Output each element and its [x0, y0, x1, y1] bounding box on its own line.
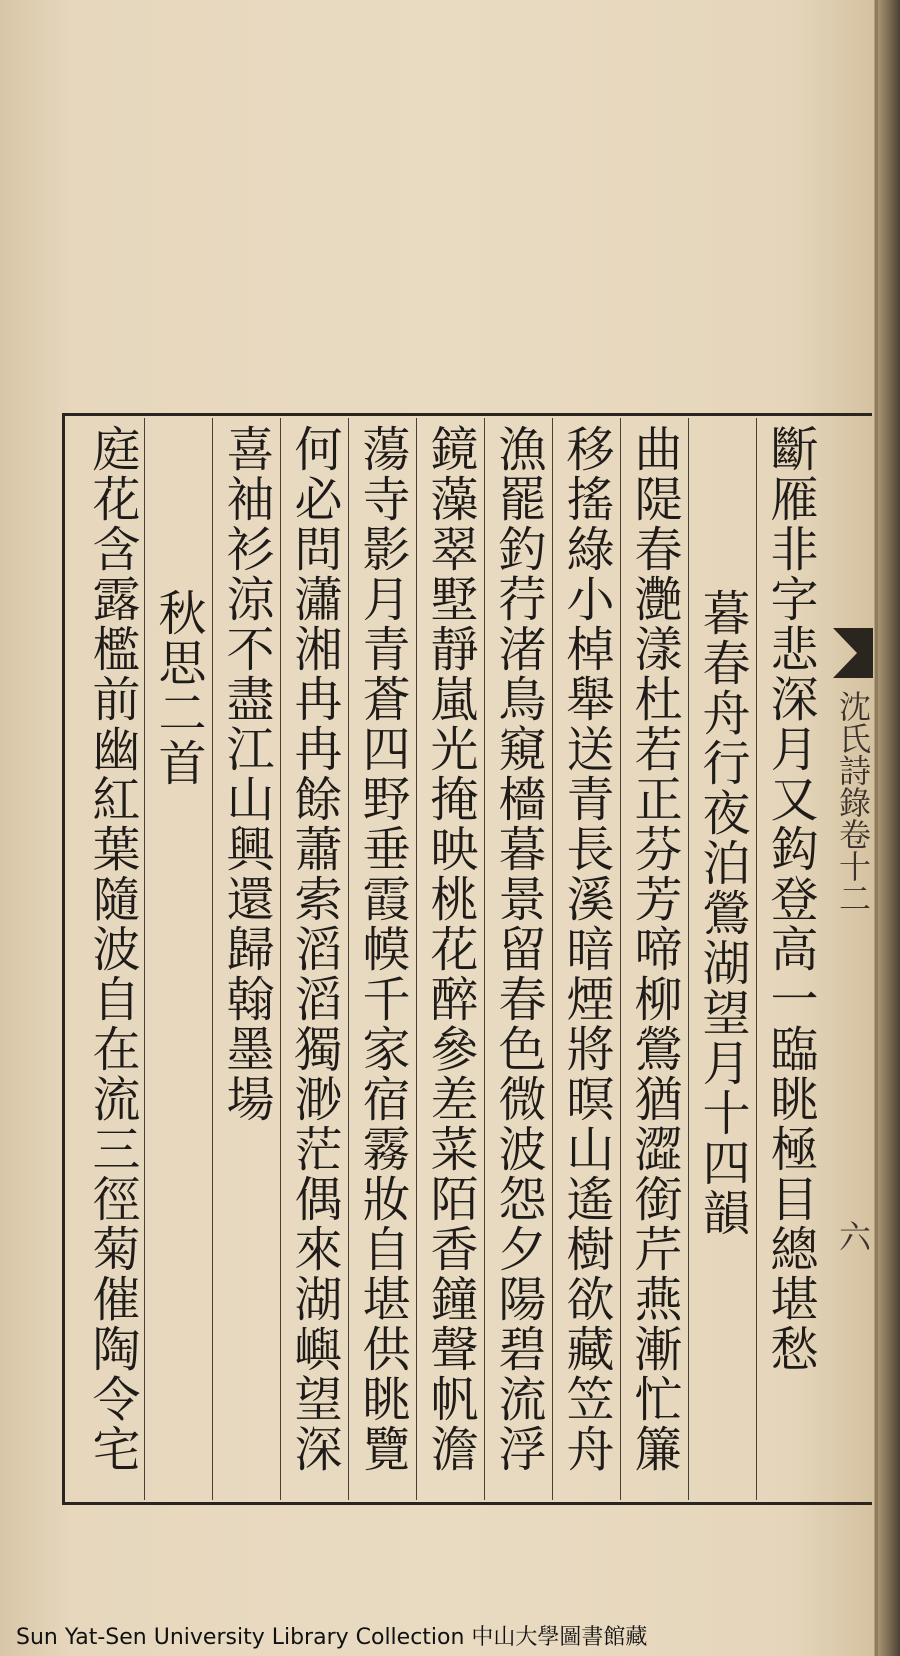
- text-column-11: 庭花含露檻前幽紅葉隨波自在流三徑菊催陶令宅: [84, 424, 140, 1474]
- poem-subtitle: 秋思二首: [150, 588, 206, 788]
- collection-credit: Sun Yat-Sen University Library Collection 中山大學圖書館藏: [16, 1625, 648, 1650]
- text-column-6: 鏡藻翠墅靜嵐光掩映桃花醉參差菜陌香鐘聲帆澹: [422, 424, 478, 1474]
- column-rule: [552, 418, 553, 1500]
- column-rule: [620, 418, 621, 1500]
- column-rule: [756, 418, 757, 1500]
- column-rule: [416, 418, 417, 1500]
- page-number: 六: [834, 1220, 872, 1252]
- text-column-7: 蕩寺影月青蒼四野垂霞幙千家宿霧妝自堪供眺覽: [354, 424, 410, 1474]
- column-rule: [280, 418, 281, 1500]
- column-rule: [212, 418, 213, 1500]
- column-rule: [348, 418, 349, 1500]
- text-column-9: 喜袖衫涼不盡江山興還歸翰墨場: [218, 424, 274, 1124]
- text-column-5: 漁罷釣荇渚鳥窺檣暮景留春色微波怨夕陽碧流浮: [490, 424, 546, 1474]
- column-rule: [144, 418, 145, 1500]
- text-column-4: 移搖綠小棹舉送青長溪暗煙將暝山遙樹欲藏笠舟: [558, 424, 614, 1474]
- page-edge: [875, 0, 878, 1656]
- text-column-1: 斷雁非字悲深月又鈎登高一臨眺極目總堪愁: [762, 424, 818, 1374]
- text-column-3: 曲隄春灔漾杜若正芬芳啼柳鶯猶澀銜芹燕漸忙簾: [626, 424, 682, 1474]
- column-rule: [484, 418, 485, 1500]
- text-column-8: 何必問瀟湘冉冉餘蕭索滔滔獨渺茫偶來湖嶼望深: [286, 424, 342, 1474]
- column-rule: [688, 418, 689, 1500]
- block-heart-title: 沈氏詩錄卷十二: [834, 690, 872, 914]
- poem-title: 暮春舟行夜泊鶯湖望月十四韻: [694, 588, 750, 1238]
